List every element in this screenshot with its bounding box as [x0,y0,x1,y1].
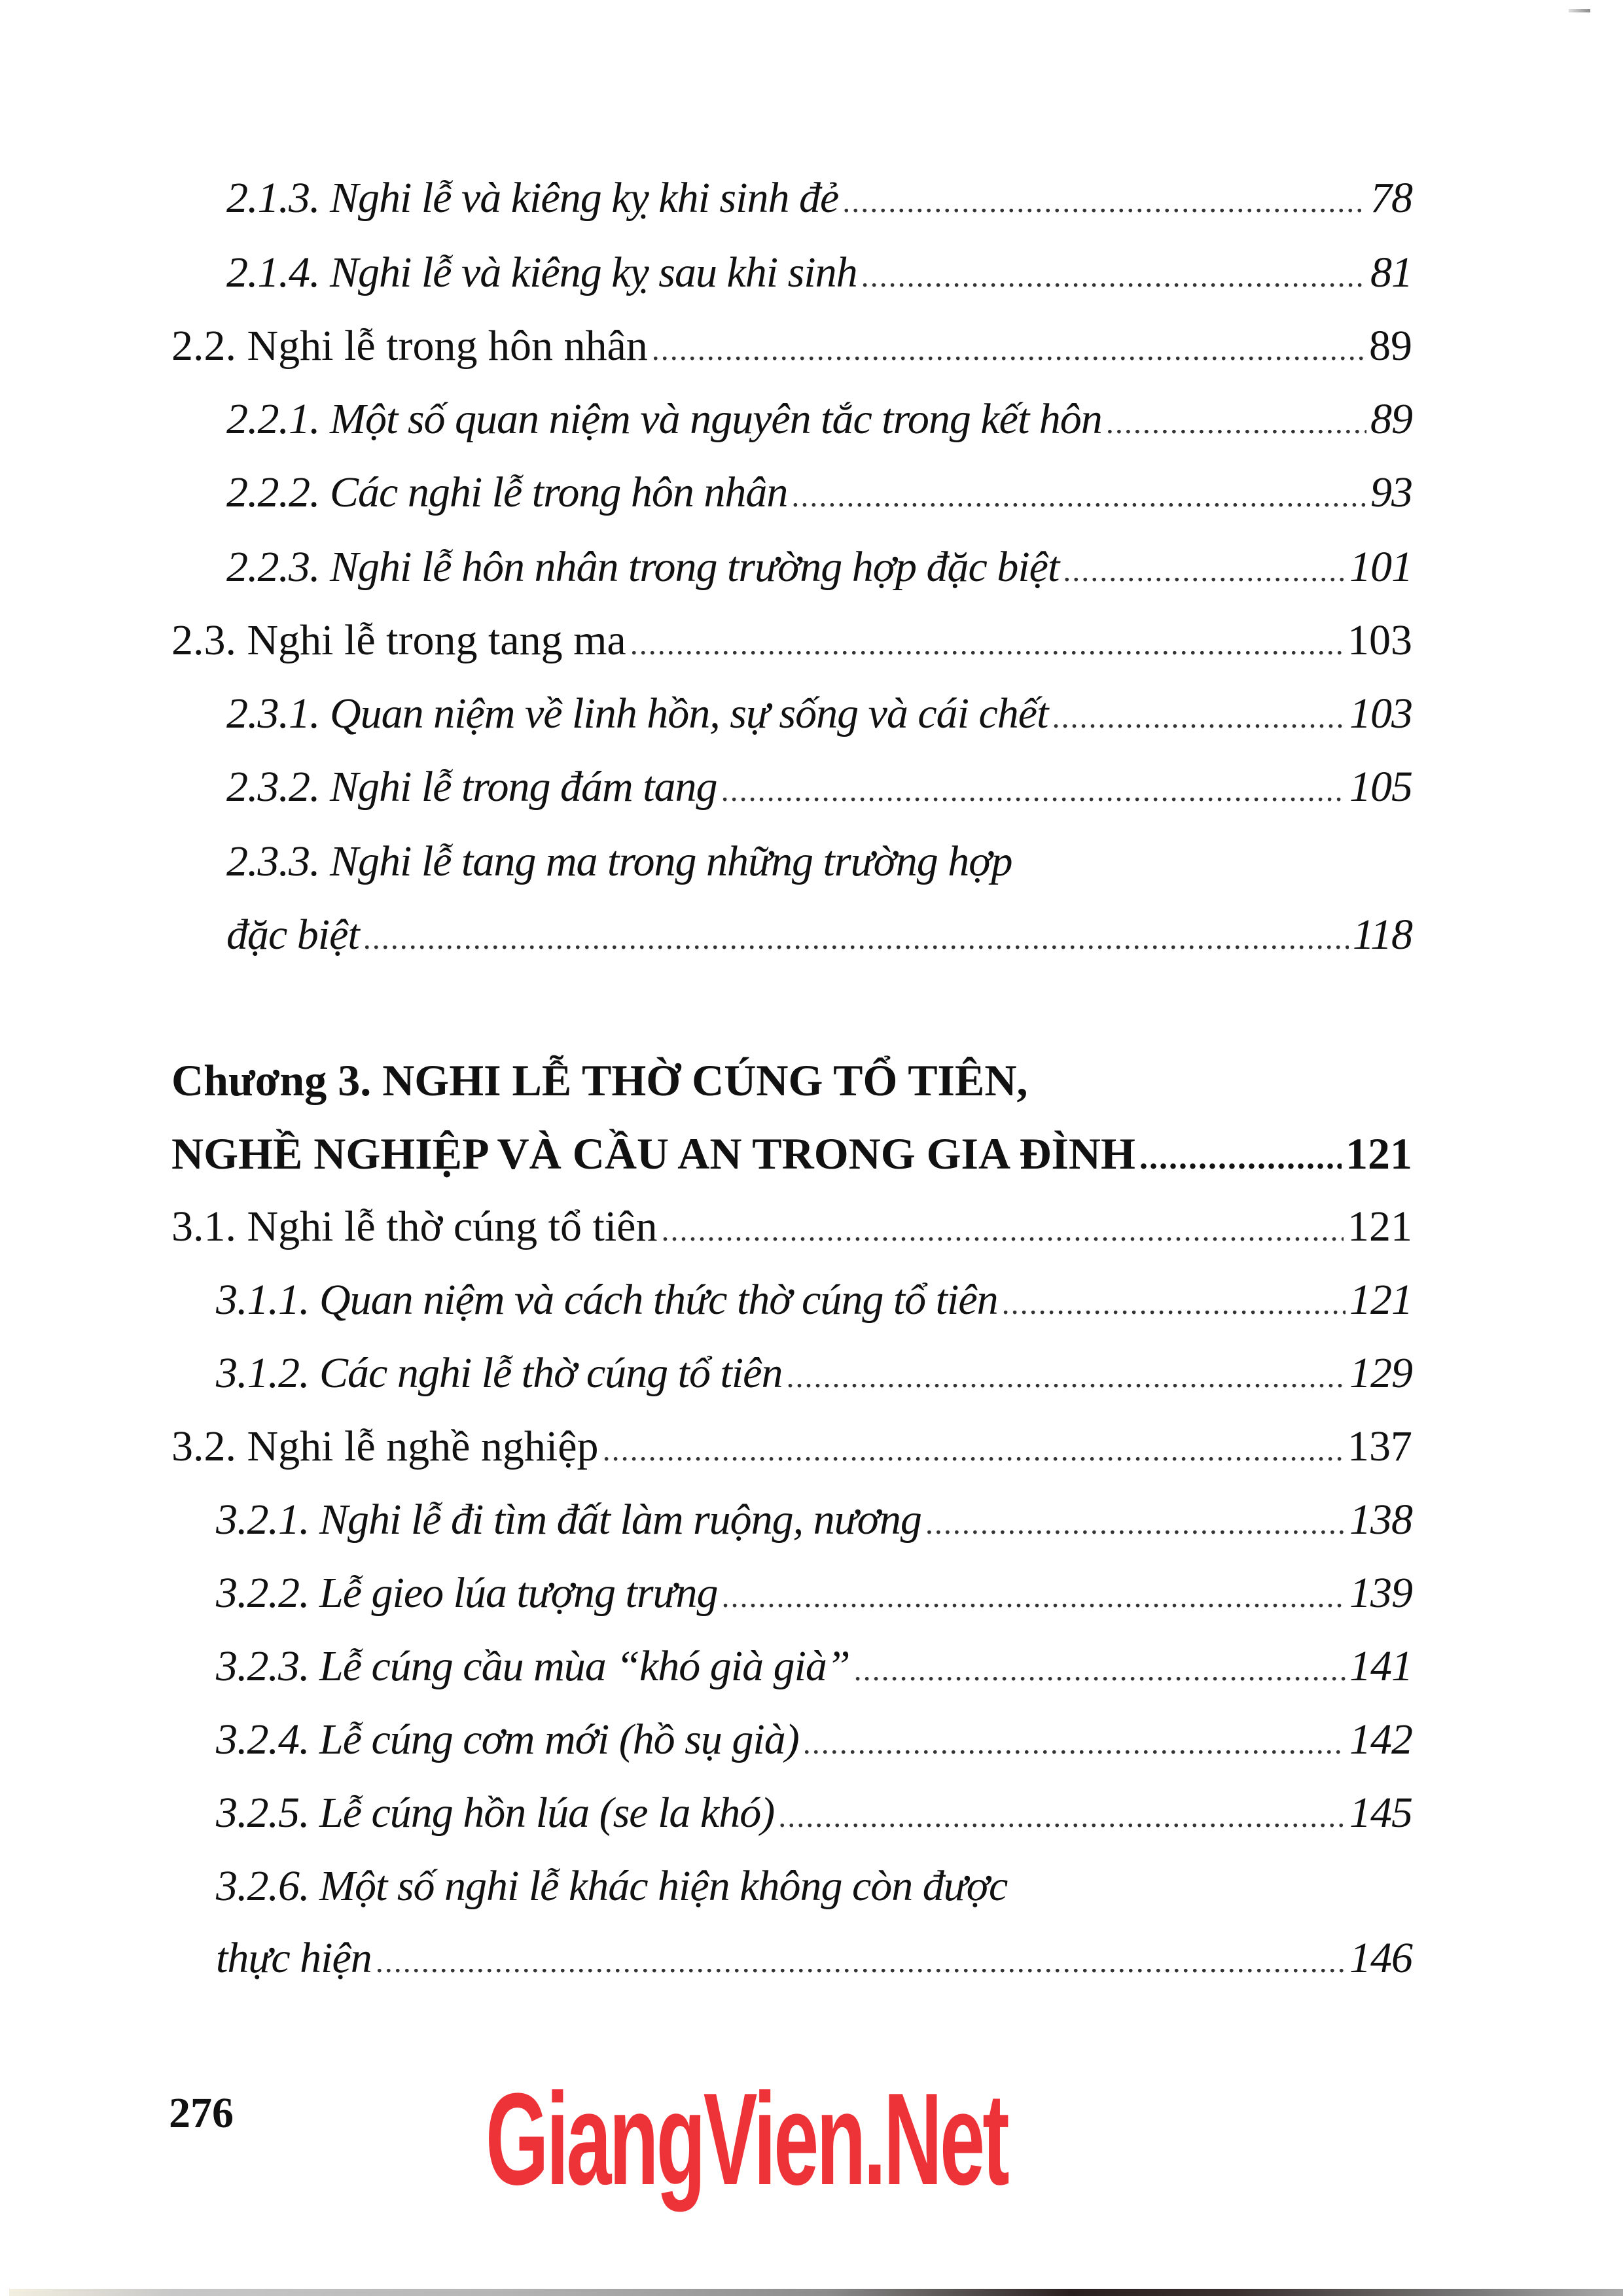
toc-entry-2-3-3[interactable] [226,832,1412,891]
entry-page: 105 [1349,763,1412,811]
toc-entry-3-2-3[interactable] [216,1637,1412,1696]
dot-leader [925,1494,1346,1553]
entry-title: Nghi lễ hôn nhân trong trường hợp đặc biệt [330,543,1060,591]
entry-number: 2.1.4. [226,249,320,296]
toc-entry-2-2-1[interactable] [226,390,1412,449]
entry-title: Một số quan niệm và nguyên tắc trong kết hôn [330,395,1102,443]
entry-page: 146 [1349,1934,1412,1982]
dot-leader [721,762,1346,821]
entry-title: Nghi lễ và kiêng kỵ khi sinh đẻ [330,174,839,222]
dot-leader [1106,394,1366,453]
toc-entry-3-2-2[interactable] [216,1564,1412,1623]
dot-leader [861,247,1366,306]
entry-title: Quan niệm về linh hồn, sự sống và cái chết [330,690,1048,737]
entry-title: Quan niệm và cách thức thờ cúng tổ tiên [319,1276,998,1324]
dot-leader [652,321,1365,380]
entry-number: 3.1. [171,1203,236,1250]
entry-number: 3.2.5. [216,1789,310,1837]
entry-page: 78 [1370,174,1412,222]
entry-page: 129 [1349,1349,1412,1397]
toc-entry-2-2-3[interactable] [226,538,1412,597]
entry-page: 103 [1349,690,1412,737]
entry-page: 89 [1369,322,1412,370]
entry-title: Lễ cúng cầu mùa “khó già già” [319,1642,850,1690]
dot-leader [803,1714,1346,1773]
toc-entry-3-2-1[interactable] [216,1491,1412,1549]
entry-title: Một số nghi lễ khác hiện không còn được [319,1862,1008,1910]
entry-title: Lễ gieo lúa tượng trưng [319,1569,718,1617]
dot-leader [722,1568,1346,1627]
entry-number: 3.2.2. [216,1569,310,1617]
toc-entry-2-1-3[interactable] [226,169,1412,228]
entry-number: 3.1.2. [216,1349,310,1397]
entry-page: 142 [1349,1716,1412,1763]
entry-page: 103 [1347,616,1412,664]
entry-number: 3.2.1. [216,1496,310,1544]
toc-entry-2-3[interactable] [171,611,1412,670]
entry-number: 2.2.1. [226,395,320,443]
scan-bottom-edge [9,2289,1623,2296]
chapter-title: NGHI LỄ THỜ CÚNG TỔ TIÊN, [382,1055,1028,1105]
entry-number: 3.2.4. [216,1716,310,1763]
entry-page: 93 [1370,468,1412,516]
entry-number: 3.2.6. [216,1862,310,1910]
toc-entry-2-3-1[interactable] [226,684,1412,743]
entry-page: 139 [1349,1569,1412,1617]
toc-entry-3-2-6-cont[interactable] [216,1929,1412,1988]
entry-number: 3.2.3. [216,1642,310,1690]
toc-entry-2-2[interactable] [171,317,1412,376]
dot-leader [778,1788,1346,1846]
dot-leader [1052,688,1346,747]
toc-entry-2-1-4[interactable] [226,243,1412,302]
dot-leader [1002,1275,1346,1333]
entry-page: 118 [1352,911,1412,959]
toc-entry-3-1-1[interactable] [216,1271,1412,1330]
toc-entry-3-2-4[interactable] [216,1710,1412,1769]
toc-entry-2-3-2[interactable] [226,758,1412,817]
watermark-logo: GiangVien.Net [486,2066,1007,2212]
dot-leader [1139,1129,1342,1188]
dot-leader [786,1348,1346,1407]
chapter-title-cont: NGHỀ NGHIỆP VÀ CẦU AN TRONG GIA ĐÌNH [171,1129,1135,1178]
entry-title-cont: thực hiện [216,1934,372,1982]
toc-entry-3-1[interactable] [171,1197,1412,1256]
toc-entry-2-2-2[interactable] [226,463,1412,522]
entry-page: 137 [1347,1422,1412,1470]
entry-page: 138 [1349,1496,1412,1544]
entry-number: 2.2.2. [226,468,320,516]
dot-leader [842,173,1366,232]
entry-title: Nghi lễ tang ma trong những trường hợp [330,838,1012,885]
dot-leader [630,615,1344,674]
entry-page: 121 [1347,1203,1412,1250]
chapter-number: Chương 3. [171,1055,372,1105]
entry-title: Lễ cúng hồn lúa (se la khó) [319,1789,775,1837]
entry-number: 3.1.1. [216,1276,310,1324]
entry-title: Nghi lễ trong tang ma [247,616,626,664]
scan-corner-mark [1569,9,1590,12]
entry-number: 2.3.1. [226,690,320,737]
toc-entry-3-2-6[interactable] [216,1857,1412,1916]
entry-title: Các nghi lễ trong hôn nhân [330,468,788,516]
entry-title: Các nghi lễ thờ cúng tổ tiên [319,1349,783,1397]
dot-leader [376,1933,1346,1992]
entry-page: 141 [1349,1642,1412,1690]
page-number: 276 [169,2089,234,2137]
toc-entry-3-1-2[interactable] [216,1344,1412,1403]
entry-number: 2.3.3. [226,838,320,885]
entry-number: 2.2.3. [226,543,320,591]
entry-number: 2.1.3. [226,174,320,222]
entry-title-cont: đặc biệt [226,911,359,959]
entry-title: Nghi lễ và kiêng kỵ sau khi sinh [330,249,857,296]
entry-title: Nghi lễ trong hôn nhân [247,322,648,370]
entry-number: 2.3.2. [226,763,320,811]
entry-number: 2.3. [171,616,236,664]
entry-title: Nghi lễ thờ cúng tổ tiên [247,1203,658,1250]
entry-title: Lễ cúng cơm mới (hồ sụ già) [319,1716,799,1763]
entry-page: 89 [1370,395,1412,443]
dot-leader [854,1641,1346,1700]
toc-chapter-3-heading-cont[interactable] [171,1124,1412,1183]
toc-chapter-3-heading[interactable] [171,1051,1412,1110]
entry-page: 101 [1349,543,1412,591]
dot-leader [1063,542,1346,601]
entry-number: 3.2. [171,1422,236,1470]
toc-entry-3-2[interactable] [171,1417,1412,1476]
entry-number: 2.2. [171,322,236,370]
toc-entry-2-3-3-cont[interactable] [226,906,1412,964]
toc-entry-3-2-5[interactable] [216,1784,1412,1843]
entry-title: Nghi lễ đi tìm đất làm ruộng, nương [319,1496,921,1544]
entry-title: Nghi lễ trong đám tang [330,763,717,811]
dot-leader [363,910,1349,968]
entry-page: 121 [1349,1276,1412,1324]
entry-title: Nghi lễ nghề nghiệp [247,1422,599,1470]
dot-leader [791,467,1366,526]
dot-leader [603,1421,1344,1480]
entry-page: 81 [1370,249,1412,296]
chapter-page: 121 [1346,1129,1412,1178]
entry-page: 145 [1349,1789,1412,1837]
dot-leader [661,1201,1344,1260]
